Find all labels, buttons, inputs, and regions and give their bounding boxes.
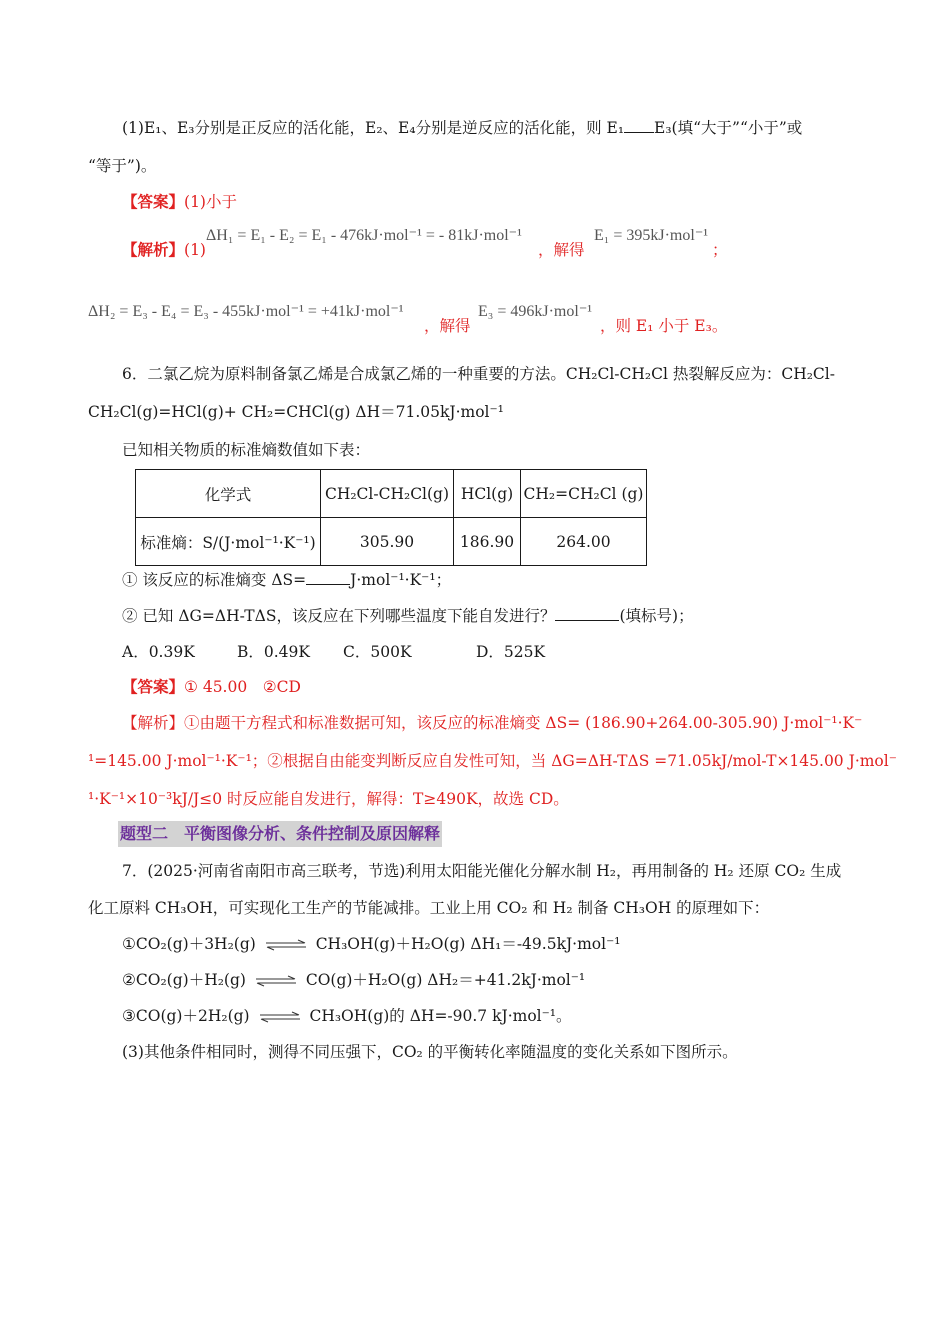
- q5-solve-2: ，解得: [424, 317, 471, 335]
- reaction-2: ②CO₂(g)＋H₂(g) CO(g)＋H₂O(g) ΔH₂＝+41.2kJ·mol⁻¹: [122, 971, 586, 989]
- q6-analysis-line3: ¹·K⁻¹×10⁻³kJ/J≤0 时反应能自发进行，解得：T≥490K，故选 CD。: [88, 790, 569, 808]
- q6-analysis-line2: ¹=145.00 J·mol⁻¹·K⁻¹；②根据自由能变判断反应自发性可知，当 ΔG=ΔH-TΔS =71.05kJ/mol-T×145.00 J·mol⁻: [88, 752, 897, 770]
- q6-stem-line2: CH₂Cl(g)=HCl(g)+ CH₂=CHCl(g) ΔH＝71.05kJ·mol⁻¹: [88, 403, 504, 421]
- q6-sub1: ① 该反应的标准熵变 ΔS= J·mol⁻¹·K⁻¹；: [122, 571, 452, 589]
- table-header-row: [136, 470, 647, 518]
- q5-equation-2b: E₃ = 496kJ·mol⁻¹: [478, 303, 593, 320]
- q6-analysis-line1: 【解析】①由题干方程式和标准数据可知，该反应的标准熵变 ΔS= (186.90+264.00-305.90) J·mol⁻¹·K⁻: [122, 714, 863, 732]
- answer-blank: [555, 606, 619, 621]
- option-a: A．0.39K: [122, 643, 195, 661]
- q5-analysis-label: 【解析】(1): [122, 240, 206, 259]
- equilibrium-arrow-icon: [254, 975, 298, 987]
- option-b: B．0.49K: [237, 643, 310, 661]
- q5-part1-line2: “等于”)。: [88, 157, 157, 175]
- table-header-cell: HCl(g): [454, 470, 521, 518]
- table-header-cell: CH₂=CH₂Cl (g): [521, 470, 647, 518]
- section-heading: 题型二 平衡图像分析、条件控制及原因解释: [118, 821, 442, 847]
- table-cell: 264.00: [521, 518, 647, 566]
- answer-blank: [624, 118, 654, 133]
- table-cell: 186.90: [454, 518, 521, 566]
- table-header-cell: 化学式: [136, 470, 321, 518]
- q5-equation-2: ΔH₂ = E₃ - E₄ = E₃ - 455kJ·mol⁻¹ = +41kJ·mol⁻¹: [88, 303, 404, 320]
- table-cell: 305.90: [321, 518, 454, 566]
- option-d: D．525K: [476, 643, 546, 661]
- q7-stem-line2: 化工原料 CH₃OH，可实现化工生产的节能减排。工业上用 CO₂ 和 H₂ 制备 CH₃OH 的原理如下：: [88, 899, 770, 917]
- table-row-label: 标准熵：S/(J·mol⁻¹·K⁻¹): [136, 518, 321, 566]
- q7-stem-line1: 7．(2025·河南省南阳市高三联考，节选)利用太阳能光催化分解水制 H₂，再用制备的 H₂ 还原 CO₂ 生成: [122, 862, 842, 880]
- table-row: [136, 518, 647, 566]
- entropy-table: [135, 469, 647, 566]
- q5-part1-line1: (1)E₁、E₃分别是正反应的活化能，E₂、E₄分别是逆反应的活化能，则 E₁ E₃(填“大于”“小于”或: [122, 119, 803, 137]
- equilibrium-arrow-icon: [264, 939, 308, 951]
- q5-conclusion: ，则 E₁ 小于 E₃。: [600, 317, 728, 335]
- q5-semicolon: ；: [712, 241, 728, 259]
- answer-blank: [306, 570, 350, 585]
- q6-answer: 【答案】① 45.00 ②CD: [122, 677, 301, 696]
- reaction-1: ①CO₂(g)＋3H₂(g) CH₃OH(g)＋H₂O(g) ΔH₁＝-49.5kJ·mol⁻¹: [122, 935, 621, 953]
- equilibrium-arrow-icon: [258, 1011, 302, 1023]
- reaction-3: ③CO(g)＋2H₂(g) CH₃OH(g)的 ΔH=-90.7 kJ·mol⁻¹。: [122, 1007, 572, 1025]
- option-c: C．500K: [343, 643, 412, 661]
- q6-table-intro: 已知相关物质的标准熵数值如下表：: [122, 441, 371, 459]
- q6-sub2: ② 已知 ΔG=ΔH-TΔS，该反应在下列哪些温度下能自发进行？ (填标号)；: [122, 607, 694, 625]
- table-header-cell: CH₂Cl-CH₂Cl(g): [321, 470, 454, 518]
- q5-equation-1: ΔH₁ = E₁ - E₂ = E₁ - 476kJ·mol⁻¹ = - 81kJ·mol⁻¹: [206, 227, 522, 244]
- q5-answer: 【答案】(1)小于: [122, 192, 237, 211]
- q5-solve-1: ，解得: [538, 241, 585, 259]
- q6-stem-line1: 6．二氯乙烷为原料制备氯乙烯是合成氯乙烯的一种重要的方法。CH₂Cl-CH₂Cl 热裂解反应为：CH₂Cl-: [122, 365, 835, 383]
- q5-equation-1b: E₁ = 395kJ·mol⁻¹: [594, 227, 709, 244]
- q7-part3: (3)其他条件相同时，测得不同压强下，CO₂ 的平衡转化率随温度的变化关系如下图所示。: [122, 1043, 738, 1061]
